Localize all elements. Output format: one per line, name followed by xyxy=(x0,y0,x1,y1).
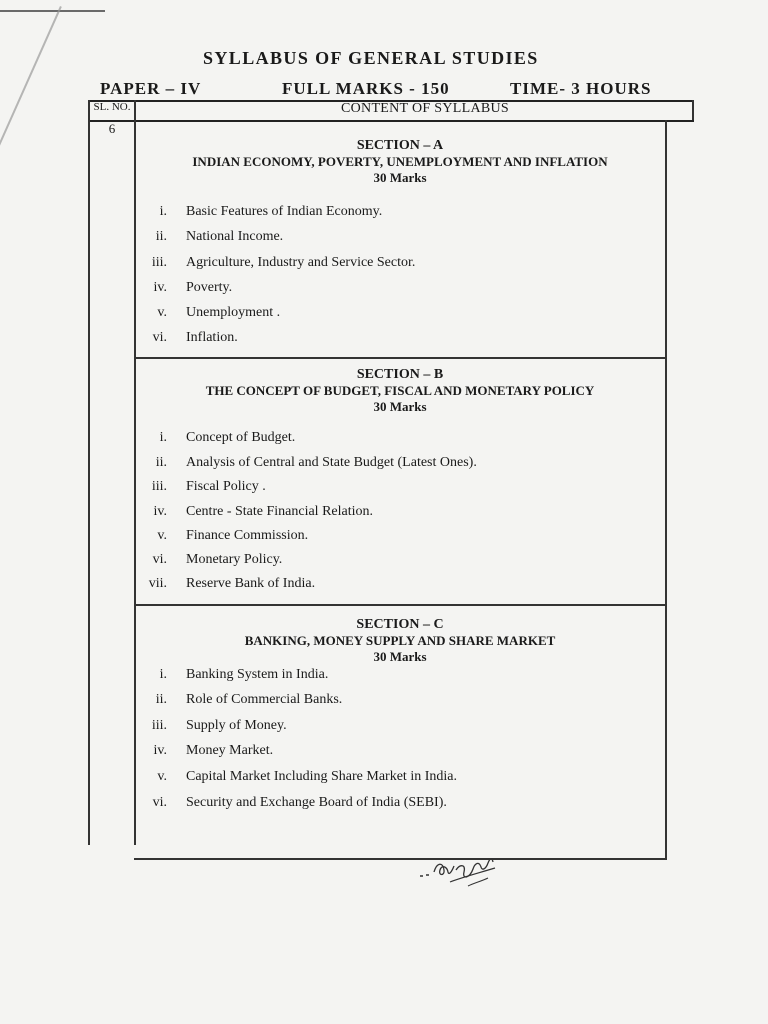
paper-label: PAPER – IV xyxy=(100,79,202,98)
item-text: Reserve Bank of India. xyxy=(186,576,316,591)
list-item xyxy=(136,204,664,226)
list-item xyxy=(136,330,664,352)
list-item xyxy=(136,430,664,452)
list-item xyxy=(136,667,664,689)
item-text: Banking System in India. xyxy=(186,667,329,682)
section-subtitle: INDIAN ECONOMY, POVERTY, UNEMPLOYMENT AND INFLATION xyxy=(192,154,608,169)
section-heading: SECTION – B xyxy=(356,367,444,382)
full-marks-label: FULL MARKS - 150 xyxy=(282,79,450,98)
item-number: vi. xyxy=(152,552,167,567)
document-title: SYLLABUS OF GENERAL STUDIES xyxy=(203,48,539,68)
item-number: ii. xyxy=(155,455,167,470)
item-text: Analysis of Central and State Budget (Latest Ones). xyxy=(186,455,477,470)
list-item xyxy=(136,455,664,477)
item-number: iv. xyxy=(153,280,167,295)
table-border-left xyxy=(88,100,90,845)
item-number: vi. xyxy=(152,795,167,810)
section-divider xyxy=(134,357,667,359)
table-header-border-right xyxy=(692,100,694,120)
handwritten-signature-icon xyxy=(410,850,510,895)
item-text: Unemployment . xyxy=(186,305,281,320)
item-number: iii. xyxy=(151,255,167,270)
list-item xyxy=(136,229,664,251)
item-text: Monetary Policy. xyxy=(186,552,283,567)
item-number: i. xyxy=(159,430,167,445)
item-number: vii. xyxy=(148,576,167,591)
item-number: iv. xyxy=(153,743,167,758)
item-text: Capital Market Including Share Market in India. xyxy=(186,769,457,784)
item-text: Fiscal Policy . xyxy=(186,479,266,494)
time-label: TIME- 3 HOURS xyxy=(510,79,652,98)
item-number: v. xyxy=(157,769,167,784)
section-subtitle: THE CONCEPT OF BUDGET, FISCAL AND MONETARY POLICY xyxy=(205,383,595,398)
section-a xyxy=(136,137,664,345)
item-text: Security and Exchange Board of India (SEBI). xyxy=(186,795,447,810)
paper-info-row xyxy=(96,79,696,101)
list-item xyxy=(136,576,664,598)
item-text: Poverty. xyxy=(186,280,233,295)
item-text: Inflation. xyxy=(186,330,238,345)
list-item xyxy=(136,743,664,765)
list-item xyxy=(136,305,664,327)
section-marks: 30 Marks xyxy=(373,649,427,664)
section-marks: 30 Marks xyxy=(373,399,427,414)
item-number: vi. xyxy=(152,330,167,345)
table-border-right xyxy=(665,120,667,860)
list-item xyxy=(136,769,664,791)
item-text: Money Market. xyxy=(186,743,274,758)
list-item xyxy=(136,795,664,817)
list-item xyxy=(136,255,664,277)
scan-artifact-line xyxy=(0,6,62,153)
sl-no-value: 6 xyxy=(108,121,116,136)
item-text: Basic Features of Indian Economy. xyxy=(186,204,383,219)
list-item xyxy=(136,479,664,501)
list-item xyxy=(136,552,664,574)
list-item xyxy=(136,280,664,302)
list-item xyxy=(136,692,664,714)
item-text: National Income. xyxy=(186,229,284,244)
section-b xyxy=(136,366,664,591)
item-text: Role of Commercial Banks. xyxy=(186,692,343,707)
list-item xyxy=(136,504,664,526)
section-heading: SECTION – C xyxy=(356,617,444,632)
table-header-divider xyxy=(88,120,694,122)
item-number: v. xyxy=(157,528,167,543)
item-text: Finance Commission. xyxy=(186,528,309,543)
section-divider xyxy=(134,604,667,606)
item-number: iv. xyxy=(153,504,167,519)
list-item xyxy=(136,718,664,740)
item-number: i. xyxy=(159,204,167,219)
item-number: iii. xyxy=(151,479,167,494)
item-text: Concept of Budget. xyxy=(186,430,296,445)
table-border-bottom xyxy=(134,858,667,860)
column-header-sl-no: SL. NO. xyxy=(93,101,131,113)
list-item xyxy=(136,528,664,550)
item-number: iii. xyxy=(151,718,167,733)
item-number: v. xyxy=(157,305,167,320)
item-number: ii. xyxy=(155,229,167,244)
section-subtitle: BANKING, MONEY SUPPLY AND SHARE MARKET xyxy=(244,633,556,648)
item-text: Supply of Money. xyxy=(186,718,287,733)
column-header-content: CONTENT OF SYLLABUS xyxy=(340,101,509,116)
section-c xyxy=(136,616,664,810)
item-text: Agriculture, Industry and Service Sector. xyxy=(186,255,416,270)
item-number: ii. xyxy=(155,692,167,707)
section-marks: 30 Marks xyxy=(373,170,427,185)
section-heading: SECTION – A xyxy=(356,138,444,153)
item-text: Centre - State Financial Relation. xyxy=(186,504,374,519)
scan-artifact xyxy=(0,10,105,12)
item-number: i. xyxy=(159,667,167,682)
